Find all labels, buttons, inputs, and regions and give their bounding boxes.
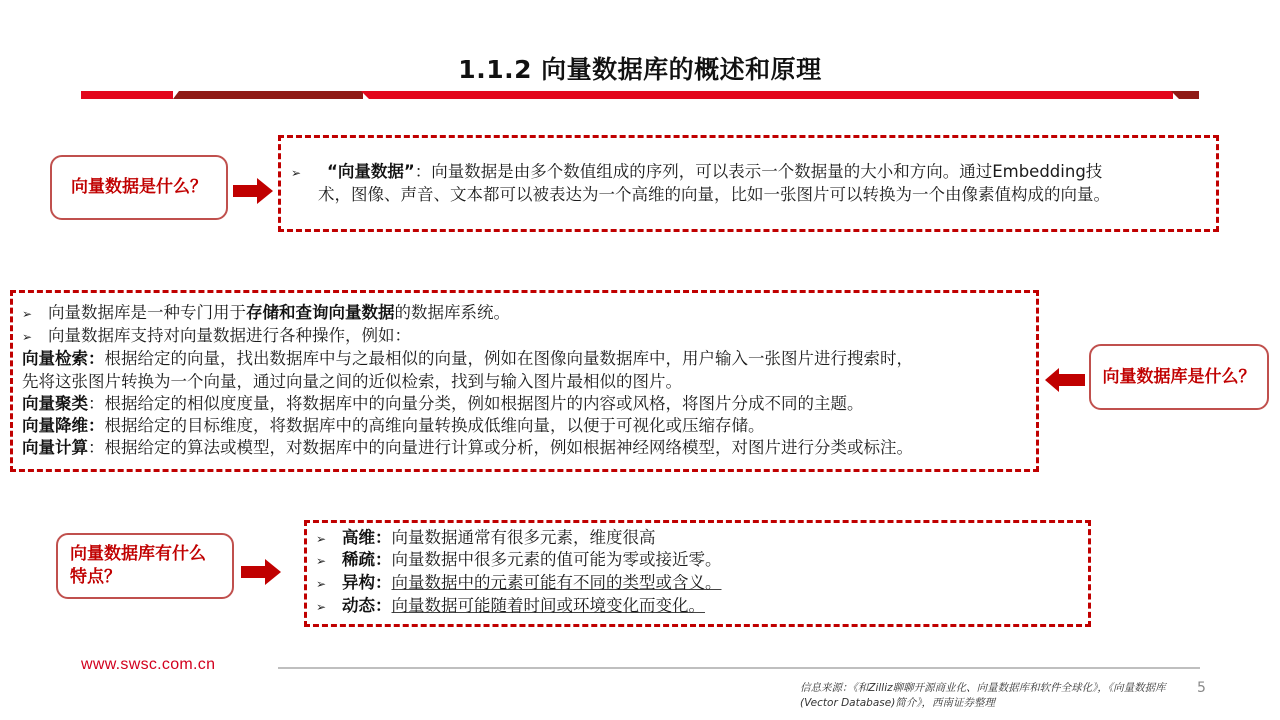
- arrow-right-icon: [241, 559, 281, 585]
- db-op-vector-search-cont: 先将这张图片转换为一个向量，通过向量之间的近似检索，找到与输入图片最相似的图片。: [22, 372, 682, 391]
- source-note: 信息来源：《和Zilliz聊聊开源商业化、向量数据库和软件全球化》，《向量数据库(Vector Database)简介》，西南证券整理: [800, 682, 1166, 709]
- bullet-arrow-icon: ➢: [22, 330, 33, 344]
- bullet-arrow-icon: ➢: [291, 166, 302, 180]
- page-number: 5: [1197, 680, 1206, 696]
- db-op-dim-reduction: 向量降维：根据给定的目标维度，将数据库中的高维向量转换成低维向量，以便于可视化或压缩存储。: [22, 416, 765, 435]
- footer-divider: [278, 667, 1200, 669]
- feature-sparse: ➢ 稀疏：向量数据中很多元素的值可能为零或接近零。: [316, 549, 722, 572]
- bullet-arrow-icon: ➢: [316, 600, 327, 614]
- arrow-left-icon: [1045, 368, 1085, 392]
- question-what-is-vector-database: [1089, 344, 1269, 410]
- question-label: 向量数据库有什么特点？: [70, 544, 206, 587]
- question-label: 向量数据是什么？: [71, 177, 207, 197]
- title-divider-bar: [81, 91, 1199, 99]
- question-label: 向量数据库是什么？: [1102, 366, 1256, 387]
- db-line-1: ➢ 向量数据库是一种专门用于存储和查询向量数据的数据库系统。: [22, 302, 510, 325]
- feature-dynamic: ➢ 动态：向量数据可能随着时间或环境变化而变化。: [316, 595, 705, 618]
- db-op-vector-compute: 向量计算：根据给定的算法或模型，对数据库中的向量进行计算或分析，例如根据神经网络模型，对图片进行分类或标注。: [22, 438, 913, 457]
- bullet-arrow-icon: ➢: [22, 307, 33, 321]
- bullet-arrow-icon: ➢: [316, 577, 327, 591]
- definition-line-1: ➢ “向量数据”：向量数据是由多个数值组成的序列，可以表示一个数据量的大小和方向。通过Embedding技: [291, 161, 1102, 184]
- db-op-vector-clustering: 向量聚类：根据给定的相似度度量，将数据库中的向量分类，例如根据图片的内容或风格，将图片分成不同的主题。: [22, 394, 864, 413]
- definition-line-2: 术，图像、声音、文本都可以被表达为一个高维的向量，比如一张图片可以转换为一个由像素值构成的向量。: [318, 185, 1110, 204]
- page-title: 1.1.2 向量数据库的概述和原理: [458, 55, 822, 84]
- bullet-arrow-icon: ➢: [316, 554, 327, 568]
- db-line-2: ➢ 向量数据库支持对向量数据进行各种操作，例如：: [22, 325, 411, 348]
- footer-website-link[interactable]: www.swsc.com.cn: [81, 656, 216, 673]
- question-vector-database-features: [56, 533, 234, 599]
- question-what-is-vector-data: [50, 155, 228, 220]
- bullet-arrow-icon: ➢: [316, 532, 327, 546]
- feature-heterogeneous: ➢ 异构：向量数据中的元素可能有不同的类型或含义。: [316, 572, 722, 595]
- arrow-right-icon: [233, 178, 273, 204]
- feature-high-dimensional: ➢ 高维：向量数据通常有很多元素，维度很高: [316, 527, 656, 550]
- db-op-vector-search: 向量检索：根据给定的向量，找出数据库中与之最相似的向量，例如在图像向量数据库中，用户输入一张图片进行搜索时，: [22, 349, 913, 368]
